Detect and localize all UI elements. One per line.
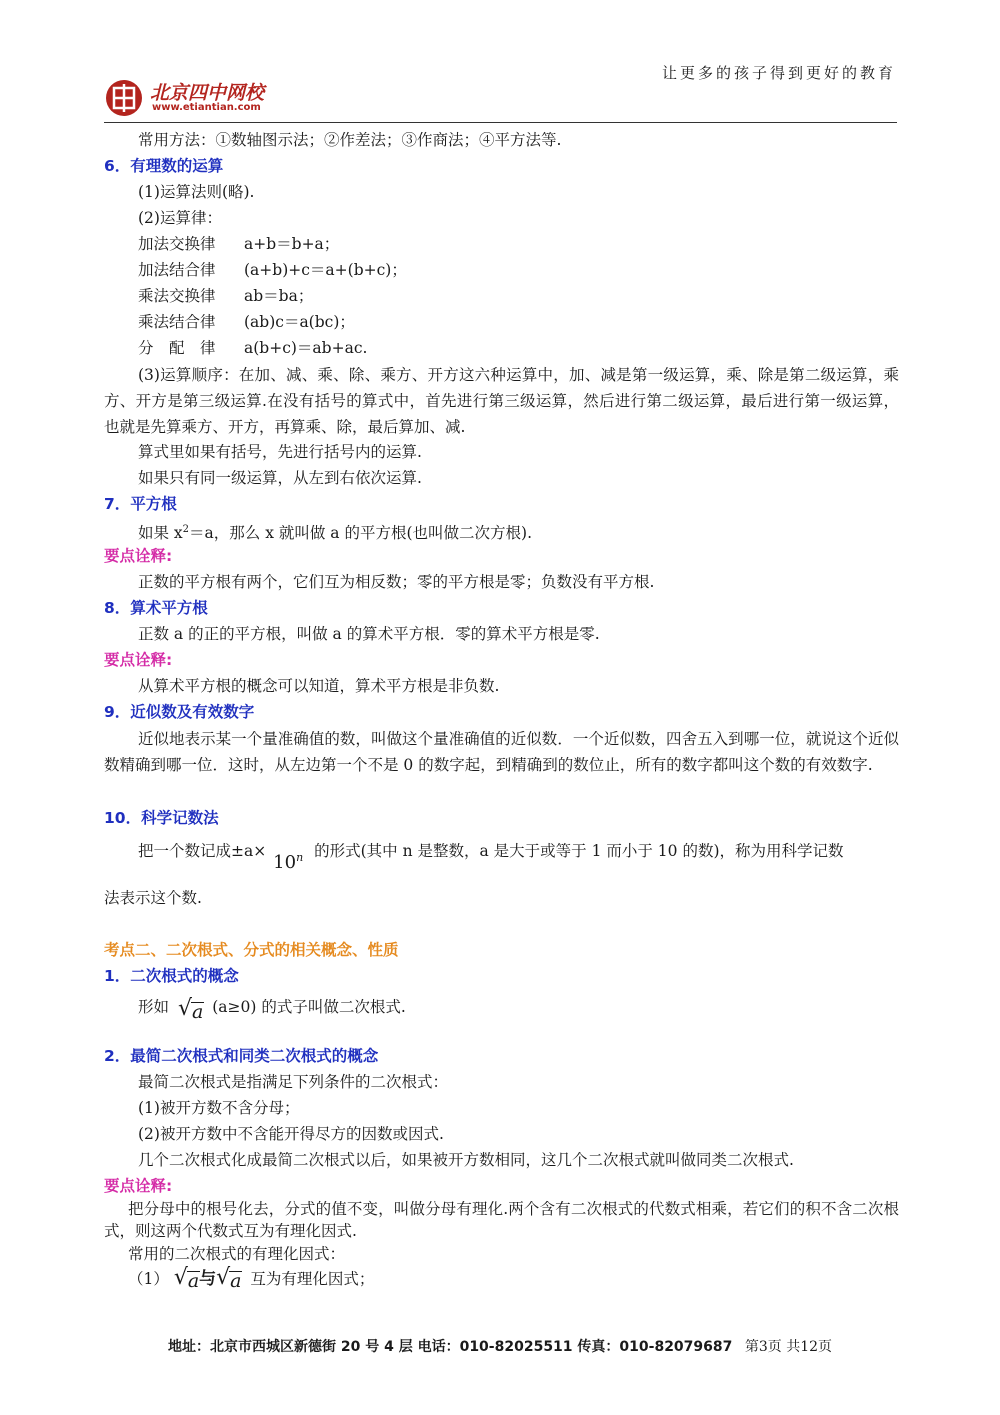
heading-s2: 2．最简二次根式和同类二次根式的概念 xyxy=(104,1047,379,1065)
logo-emblem-icon xyxy=(104,78,144,118)
sqrt-a-radicand-1: a xyxy=(187,1270,200,1292)
text-simplest-root-def: 最简二次根式是指满足下列条件的二次根式： xyxy=(138,1073,449,1091)
sqrt-a-symbol-2: √ a xyxy=(216,1265,242,1292)
text-similar-roots: 几个二次根式化成最简二次根式以后，如果被开方数相同，这几个二次根式就叫做同类二次根式. xyxy=(138,1151,794,1169)
logo-url: www.etiantian.com xyxy=(152,102,261,113)
heading-10: 10．科学记数法 xyxy=(104,809,219,827)
law-add-commutative-formula: a+b＝b+a； xyxy=(244,235,340,253)
factor-1-text: 互为有理化因式； xyxy=(250,1270,375,1288)
text-sci-notation-end: 法表示这个数. xyxy=(104,889,202,907)
sqrt-a-symbol-1: √ a xyxy=(173,1265,200,1292)
text-approx-numbers: 近似地表示某一个量准确值的数，叫做这个量准确值的近似数．一个近似数，四舍五入到哪一位，就说这个近似数精确到哪一位．这时，从左边第一个不是 0 的数字起，到精确到的数位止，所有的数字都叫这个数的有效数字. xyxy=(104,730,899,774)
law-mul-associative-label: 乘法结合律 xyxy=(138,313,216,331)
key-point-label-2: 要点诠释: xyxy=(104,651,173,669)
header-divider xyxy=(104,122,897,123)
quadratic-root-part2: (a≥0) 的式子叫做二次根式. xyxy=(212,998,406,1016)
law-add-associative-label: 加法结合律 xyxy=(138,261,216,279)
factor-1-index: （1） xyxy=(128,1270,169,1288)
page-footer xyxy=(0,1336,1000,1356)
text-condition-1: (1)被开方数不含分母； xyxy=(138,1099,300,1117)
sci-notation-base: 10 xyxy=(273,852,297,873)
text-quadratic-root-def xyxy=(138,994,406,1023)
text-rationalize: 把分母中的根号化去，分式的值不变，叫做分母有理化.两个含有二次根式的代数式相乘，若它们的积不含二次根式，则这两个代数式互为有理化因式. xyxy=(104,1200,899,1240)
footer-contact: 地址：北京市西城区新德街 20 号 4 层 电话：010-82025511 传真：010-82079687 xyxy=(167,1339,733,1355)
sci-notation-part2: 的形式(其中 n 是整数，a 是大于或等于 1 而小于 10 的数)，称为用科学记数 xyxy=(314,842,844,860)
quadratic-root-part1: 形如 xyxy=(138,998,170,1016)
law-add-commutative-label: 加法交换律 xyxy=(138,235,216,253)
text-square-root-def xyxy=(138,518,532,545)
sci-notation-part1: 把一个数记成±a× xyxy=(138,842,267,860)
text-condition-2: (2)被开方数中不含能开得尽方的因数或因式. xyxy=(138,1125,444,1143)
text-square-root-note: 正数的平方根有两个，它们互为相反数；零的平方根是零；负数没有平方根. xyxy=(138,573,655,591)
key-point-label-1: 要点诠释: xyxy=(104,547,173,565)
text-same-level: 如果只有同一级运算，从左到右依次运算. xyxy=(138,469,422,487)
key-point-label-3: 要点诠释: xyxy=(104,1177,173,1195)
sqrt-def-part2: ＝a，那么 x 就叫做 a 的平方根(也叫做二次方根). xyxy=(189,524,533,543)
factor-1-connector: 与 xyxy=(199,1269,217,1289)
heading-8: 8．算术平方根 xyxy=(104,599,208,617)
sqrt-def-part1: 如果 x xyxy=(138,524,183,543)
text-factor-1 xyxy=(128,1266,374,1291)
law-distributive-label: 分 配 律 xyxy=(138,339,216,357)
logo-text: 北京四中网校 xyxy=(150,82,265,104)
text-brackets-first: 算式里如果有括号，先进行括号内的运算. xyxy=(138,443,422,461)
law-distributive-formula: a(b+c)＝ab+ac. xyxy=(244,339,368,357)
text-arith-root-def: 正数 a 的正的平方根，叫做 a 的算术平方根．零的算术平方根是零. xyxy=(138,625,600,643)
sci-notation-power xyxy=(273,852,303,873)
text-sci-notation xyxy=(138,834,844,873)
sqrt-a-symbol: √ a xyxy=(177,996,204,1023)
heading-7: 7．平方根 xyxy=(104,495,177,513)
text-rule1: (1)运算法则(略). xyxy=(138,183,255,201)
sci-notation-exponent: n xyxy=(296,851,304,864)
text-arith-root-note: 从算术平方根的概念可以知道，算术平方根是非负数. xyxy=(138,677,500,695)
page-number: 第3页 共12页 xyxy=(744,1339,833,1355)
text-operation-order: (3)运算顺序：在加、减、乘、除、乘方、开方这六种运算中，加、减是第一级运算，乘、除是第二级运算，乘方、开方是第三级运算.在没有括号的算式中，首先进行第三级运算，然后进行第二级运算，最后进行第一级运算，也就是先算乘方、开方，再算乘、除，最后算加、减. xyxy=(104,366,899,436)
law-mul-commutative-formula: ab＝ba； xyxy=(244,287,314,305)
header-slogan: 让更多的孩子得到更好的教育 xyxy=(661,64,896,82)
sqrt-a-radicand: a xyxy=(191,1001,204,1023)
law-mul-associative-formula: (ab)c＝a(bc)； xyxy=(244,313,355,331)
text-rationalizing-factors: 常用的二次根式的有理化因式： xyxy=(128,1245,346,1263)
text-rule2: (2)运算律： xyxy=(138,209,222,227)
law-mul-commutative-label: 乘法交换律 xyxy=(138,287,216,305)
section-2-title: 考点二、二次根式、分式的相关概念、性质 xyxy=(104,941,399,959)
heading-s1: 1．二次根式的概念 xyxy=(104,967,239,985)
sqrt-def-exponent: 2 xyxy=(182,524,190,535)
law-add-associative-formula: (a+b)+c＝a+(b+c)； xyxy=(244,261,407,279)
school-logo xyxy=(104,78,304,118)
sqrt-a-radicand-2: a xyxy=(230,1270,242,1292)
heading-6: 6．有理数的运算 xyxy=(104,157,224,175)
heading-9: 9．近似数及有效数字 xyxy=(104,703,255,721)
text-common-methods: 常用方法：①数轴图示法；②作差法；③作商法；④平方法等. xyxy=(138,131,562,149)
